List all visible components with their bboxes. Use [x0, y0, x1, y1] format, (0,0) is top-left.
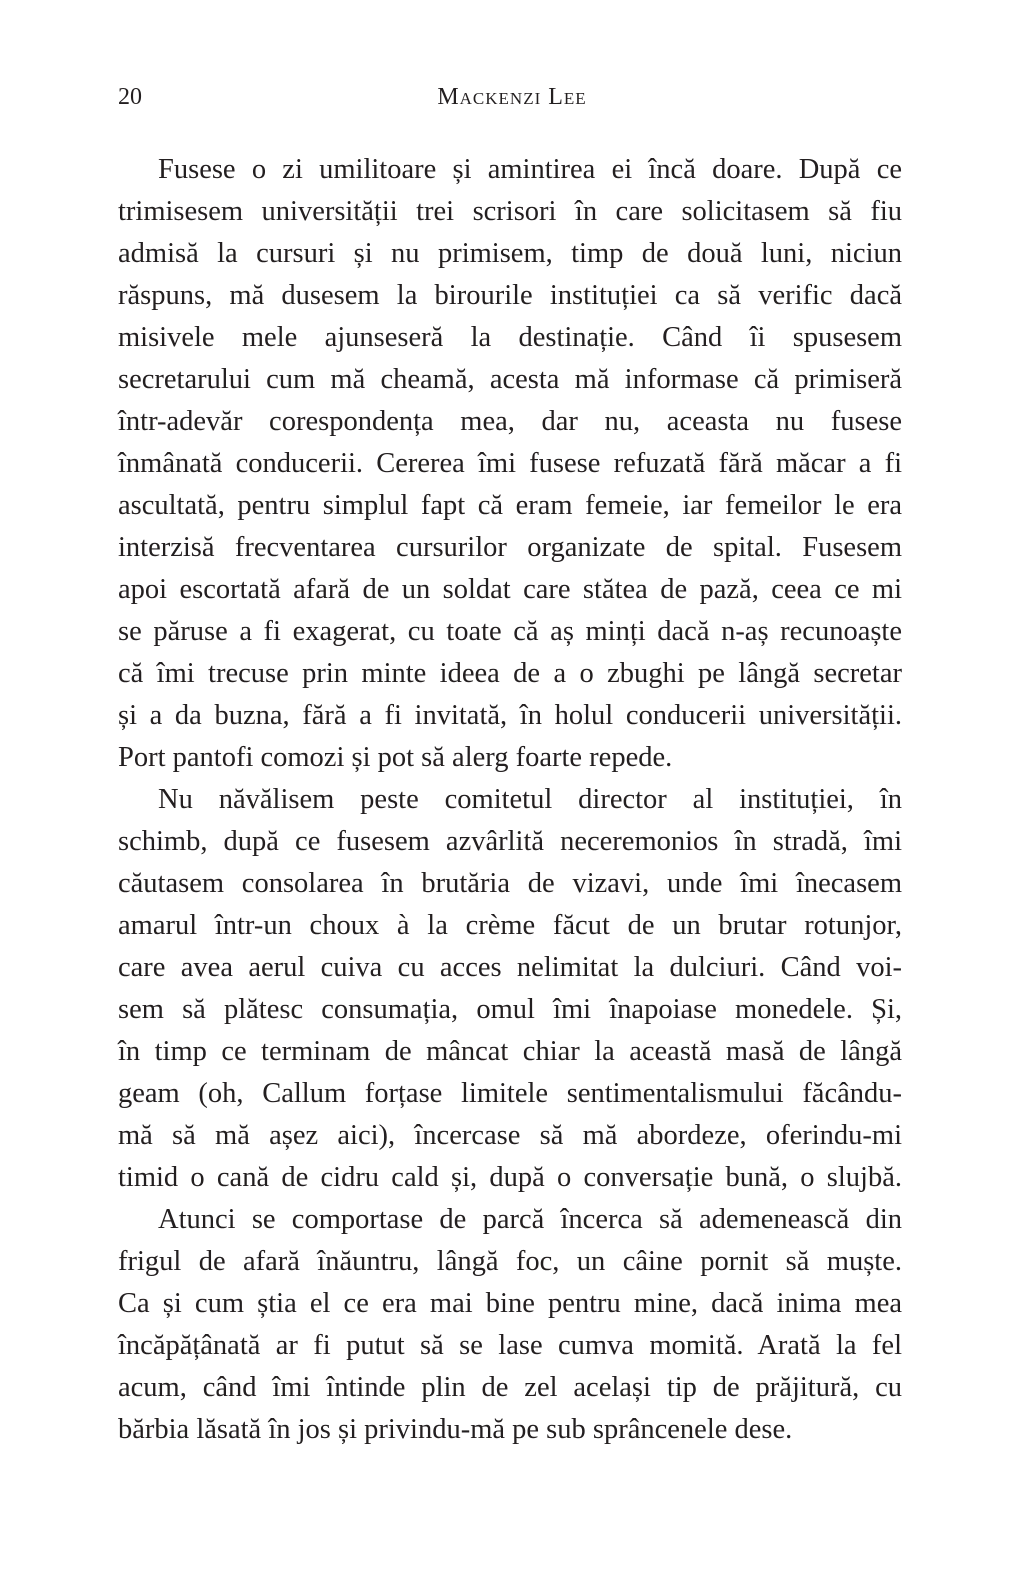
running-head-author: Mackenzi Lee — [437, 84, 587, 110]
text-line: schimb, după ce fusesem azvârlită neceremonios în stradă, îmi — [118, 826, 902, 857]
text-line: apoi escortată afară de un soldat care stătea de pază, ceea ce mi — [118, 574, 902, 605]
text-line: Nu năvălisem peste comitetul director al instituției, în — [158, 784, 902, 815]
text-line: frigul de afară înăuntru, lângă foc, un câine pornit să muște. — [118, 1246, 902, 1277]
text-line: răspuns, mă dusesem la birourile instituției ca să verific dacă — [118, 280, 902, 311]
text-line: înmânată conducerii. Cererea îmi fusese refuzată fără măcar a fi — [118, 448, 902, 479]
text-line: Atunci se comportase de parcă încerca să ademenească din — [158, 1204, 902, 1235]
text-line: și a da buzna, fără a fi invitată, în holul conducerii universității. — [118, 700, 902, 731]
paragraph — [118, 1199, 902, 1451]
text-line: Port pantofi comozi și pot să alerg foarte repede. — [118, 742, 673, 773]
text-line: secretarului cum mă cheamă, acesta mă informase că primiseră — [118, 364, 902, 395]
text-line: Ca și cum știa el ce era mai bine pentru mine, dacă inima mea — [118, 1288, 902, 1319]
paragraph — [118, 779, 902, 1199]
text-line: se păruse a fi exagerat, cu toate că aș minți dacă n-aș recunoaște — [118, 616, 902, 647]
page-number: 20 — [118, 84, 142, 110]
text-line: în timp ce terminam de mâncat chiar la această masă de lângă — [118, 1036, 902, 1067]
text-line: misivele mele ajunseseră la destinație. Când îi spusesem — [118, 322, 902, 353]
text-line: trimisesem universității trei scrisori în care solicitasem să fiu — [118, 196, 902, 227]
text-line: căutasem consolarea în brutăria de vizavi, unde îmi înecasem — [118, 868, 902, 899]
text-line: într-adevăr corespondența mea, dar nu, aceasta nu fusese — [118, 406, 902, 437]
text-line: admisă la cursuri și nu primisem, timp de două luni, niciun — [118, 238, 902, 269]
paragraph — [118, 149, 902, 779]
text-line: bărbia lăsată în jos și privindu-mă pe sub sprâncenele dese. — [118, 1414, 793, 1445]
body-text — [118, 149, 902, 1451]
text-line: timid o cană de cidru cald și, după o conversație bună, o slujbă. — [118, 1162, 902, 1193]
text-line: mă să mă așez aici), încercase să mă abordeze, oferindu-mi — [118, 1120, 902, 1151]
text-line: amarul într-un choux à la crème făcut de un brutar rotunjor, — [118, 910, 902, 941]
text-line: sem să plătesc consumația, omul îmi înapoiase monedele. Și, — [118, 994, 902, 1025]
text-line: încăpățânată ar fi putut să se lase cumva momită. Arată la fel — [118, 1330, 902, 1361]
text-line: că îmi trecuse prin minte ideea de a o zbughi pe lângă secretar — [118, 658, 902, 689]
text-line: ascultată, pentru simplul fapt că eram femeie, iar femeilor le era — [118, 490, 902, 521]
text-line: care avea aerul cuiva cu acces nelimitat la dulciuri. Când voi- — [118, 952, 902, 983]
text-line: acum, când îmi întinde plin de zel același tip de prăjitură, cu — [118, 1372, 902, 1403]
text-line: interzisă frecventarea cursurilor organizate de spital. Fusesem — [118, 532, 902, 563]
text-line: geam (oh, Callum forțase limitele sentimentalismului făcându- — [118, 1078, 902, 1109]
text-line: Fusese o zi umilitoare și amintirea ei încă doare. După ce — [158, 154, 902, 185]
